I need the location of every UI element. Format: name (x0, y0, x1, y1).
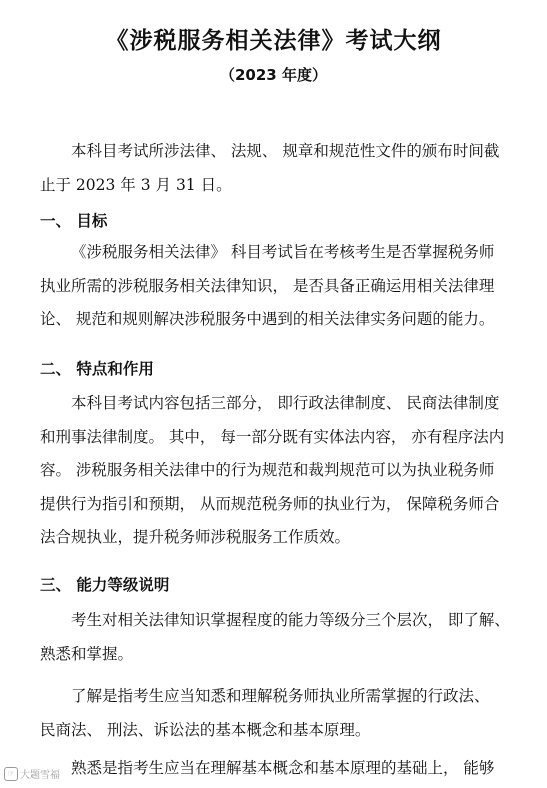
text-line: 容。 涉税服务相关法律中的行为规范和裁判规范可以为执业税务师 (40, 461, 495, 479)
text-line: 考生对相关法律知识掌握程度的能力等级分三个层次， 即了解、 (71, 611, 510, 629)
section-heading: 一、 目标 (40, 212, 108, 230)
text-line: 执业所需的涉税服务相关法律知识， 是否具备正确运用相关法律理 (40, 276, 495, 295)
intro-paragraph (40, 135, 530, 202)
watermark-text: 大题雪福 (20, 770, 60, 781)
text-line: 熟悉和掌握。 (40, 644, 134, 663)
text-line: 法合规执业，提升税务师涉税服务工作质效。 (40, 528, 351, 546)
section-paragraph (40, 604, 530, 671)
text-line: 论、 规范和规则解决涉税服务中遇到的相关法律实务问题的能力。 (40, 310, 495, 328)
watermark (4, 766, 60, 781)
text-line: 了解是指考生应当知悉和理解税务师执业所需掌握的行政法、 (71, 687, 490, 705)
document-subtitle: （2023 年度） (220, 66, 327, 84)
text-line: 提供行为指引和预期， 从而规范税务师的执业行为， 保障税务师合 (40, 494, 500, 513)
watermark-logo-icon: ☞ (4, 767, 18, 781)
text-line: 民商法、 刑法、诉讼法的基本概念和基本原理。 (40, 720, 371, 739)
text-line: 《涉税服务相关法律》 科目考试旨在考核考生是否掌握税务师 (71, 243, 495, 261)
section-paragraph (40, 236, 530, 337)
text-line: 本科目考试所涉法律、 法规、 规章和规范性文件的颁布时间截 (71, 142, 500, 160)
section-paragraph (40, 752, 530, 786)
text-line: 止于 2023 年 3 月 31 日。 (40, 175, 232, 194)
section-paragraph (40, 387, 530, 555)
section-paragraph (40, 680, 530, 747)
section-heading: 二、 特点和作用 (40, 360, 154, 378)
section-heading: 三、 能力等级说明 (40, 576, 170, 594)
text-line: 本科目考试内容包括三部分， 即行政法律制度、 民商法律制度 (71, 394, 500, 412)
document-title: 《涉税服务相关法律》考试大纲 (105, 28, 442, 54)
text-line: 和刑事法律制度。 其中， 每一部分既有实体法内容， 亦有程序法内 (40, 427, 505, 446)
text-line: 熟悉是指考生应当在理解基本概念和基本原理的基础上， 能够 (71, 759, 495, 777)
